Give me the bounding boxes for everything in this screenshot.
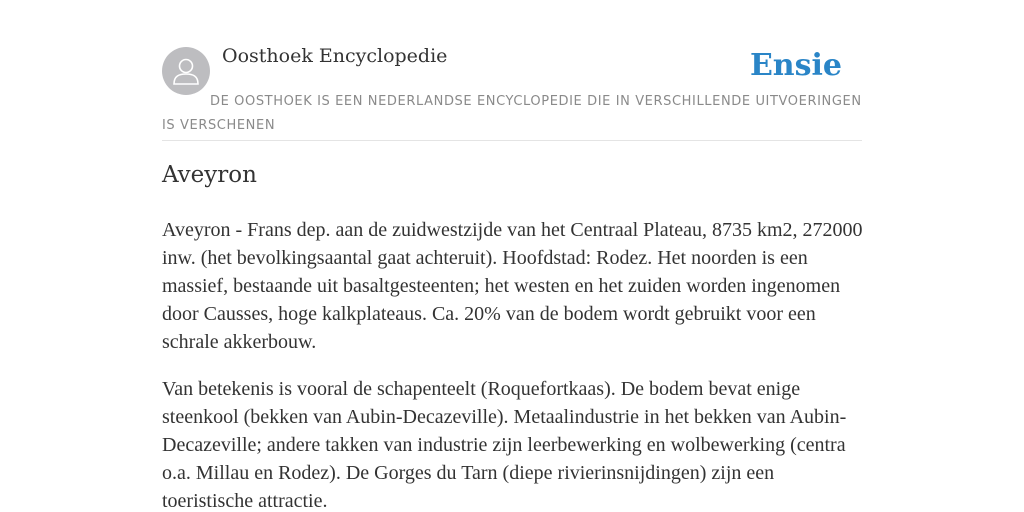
ensie-logo[interactable]: Ensie <box>749 48 842 83</box>
article-body <box>162 216 864 512</box>
article-paragraph: Van betekenis is vooral de schapenteelt (Roquefortkaas). De bodem bevat enige steenkool (bekken van Aubin-Decazeville). Metaalindustrie in het bekken van Aubin-Decazeville; andere takken van industrie zijn leerbewerking en wolbewerking (centra o.a. Millau en Rodez). De Gorges du Tarn (diepe rivierinsnijdingen) zijn een toeristische attractie. <box>162 378 847 512</box>
article-paragraph: Aveyron - Frans dep. aan de zuidwestzijde van het Centraal Plateau, 8735 km2, 272000 inw. (het bevolkingsaantal gaat achteruit). Hoofdstad: Rodez. Het noorden is een massief, bestaande uit basaltgesteenten; het westen en het zuiden worden ingenomen door Causses, hoge kalkplateaus. Ca. 20% van de bodem wordt gebruikt voor een schrale akkerbouw. <box>162 219 863 353</box>
author-name[interactable]: Oosthoek Encyclopedie <box>222 45 448 67</box>
article-title: Aveyron <box>162 162 257 188</box>
header <box>162 0 862 141</box>
author-avatar-icon[interactable] <box>162 47 210 95</box>
content-container <box>162 0 863 512</box>
tagline: DE OOSTHOEK IS EEN NEDERLANDSE ENCYCLOPEDIE DIE IN VERSCHILLENDE UITVOERINGEN IS VERSCHENEN <box>162 94 862 133</box>
